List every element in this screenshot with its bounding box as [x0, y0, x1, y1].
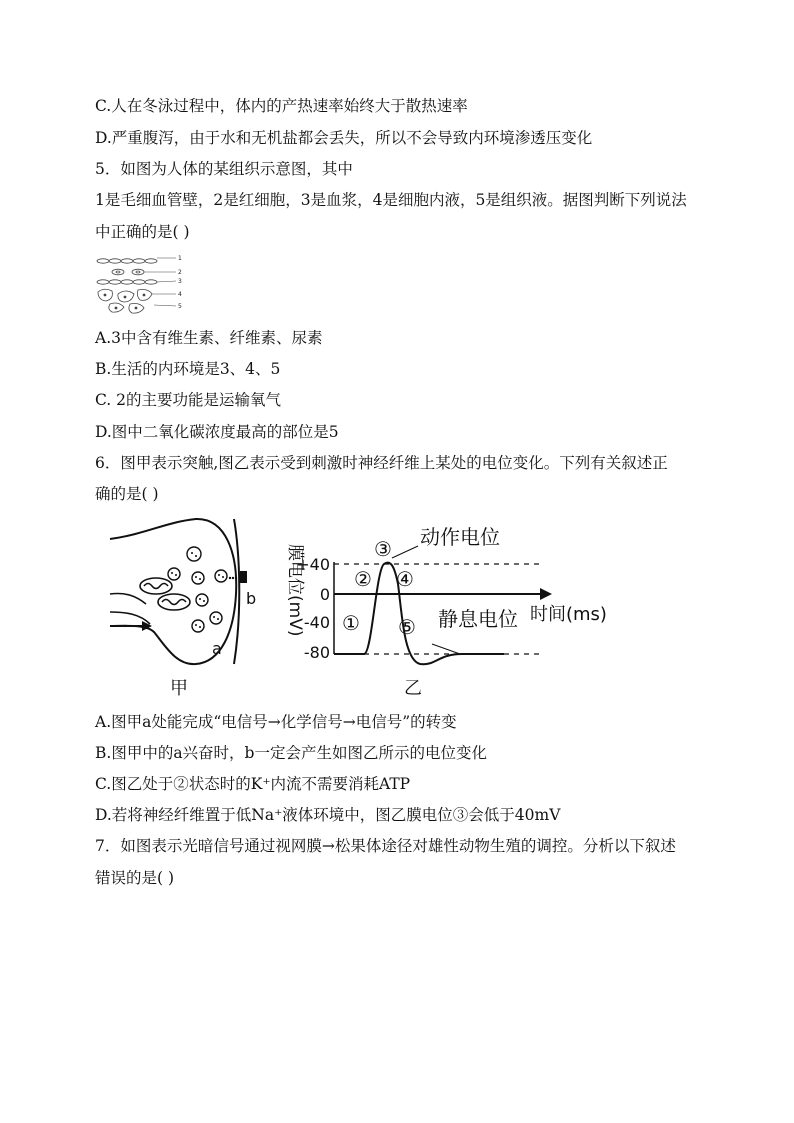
tick-0: 0: [319, 585, 330, 604]
option-6c: C.图乙处于②状态时的K⁺内流不需要消耗ATP: [95, 775, 411, 793]
option-5c-prev: C.人在冬泳过程中，体内的产热速率始终大于散热速率: [95, 97, 468, 115]
label-resting-potential: 静息电位: [438, 607, 518, 631]
red-blood-cells: [112, 269, 144, 275]
tick-plus40: +40: [296, 555, 330, 574]
stage-2: ②: [354, 567, 372, 591]
label-action-potential: 动作电位: [420, 525, 500, 549]
label-a: a: [212, 639, 222, 658]
option-6a: A.图甲a处能完成“电信号→化学信号→电信号”的转变: [95, 713, 457, 731]
question-7-stem: 7．如图表示光暗信号通过视网膜→松果体途径对雄性动物生殖的调控。分析以下叙述: [95, 837, 676, 855]
label-b: b: [246, 589, 257, 608]
action-potential-chart: [272, 514, 612, 699]
stage-5: ⑤: [398, 615, 416, 639]
x-axis-label: 时间(ms): [530, 604, 607, 625]
tick-minus80: -80: [303, 643, 330, 662]
question-5-stem-2: 1是毛细血管壁，2是红细胞，3是血浆，4是细胞内液，5是组织液。据图判断下列说法: [95, 191, 687, 209]
capillary-wall-bottom: [97, 280, 157, 284]
question-5-stem: 5．如图为人体的某组织示意图，其中: [95, 160, 353, 178]
capillary-wall-top: [97, 259, 157, 263]
tissue-label-5: 5: [178, 303, 182, 310]
tissue-cells: [98, 289, 152, 313]
option-6d: D.若将神经纤维置于低Na⁺液体环境中，图乙膜电位③会低于40mV: [95, 806, 561, 824]
synapse-diagram: [106, 514, 276, 699]
question-5-stem-3: 中正确的是( ): [95, 223, 190, 241]
tissue-label-4: 4: [178, 291, 182, 298]
tick-minus40: -40: [303, 613, 330, 632]
option-6b: B.图甲中的a兴奋时，b一定会产生如图乙所示的电位变化: [95, 744, 487, 762]
question-6-stem-2: 确的是( ): [95, 485, 159, 503]
option-5b: B.生活的内环境是3、4、5: [95, 360, 281, 378]
tissue-label-2: 2: [178, 269, 182, 276]
receptor-b: [240, 571, 247, 583]
option-5d: D.图中二氧化碳浓度最高的部位是5: [95, 423, 339, 441]
question-6-stem: 6．图甲表示突触,图乙表示受到刺激时神经纤维上某处的电位变化。下列有关叙述正: [95, 454, 668, 472]
question-7-stem-2: 错误的是( ): [95, 869, 175, 887]
stage-4: ④: [396, 567, 414, 591]
mitochondria: [140, 578, 190, 610]
stage-1: ①: [342, 611, 360, 635]
caption-yi: 乙: [404, 678, 422, 699]
stage-3: ③: [374, 537, 392, 561]
caption-jia: 甲: [170, 678, 188, 699]
tissue-label-3: 3: [178, 278, 182, 285]
signal-arrow: [110, 621, 152, 631]
tissue-diagram: [96, 252, 188, 314]
option-5a: A.3中含有维生素、纤维素、尿素: [95, 329, 323, 347]
option-5d-prev: D.严重腹泻，由于水和无机盐都会丢失，所以不会导致内环境渗透压变化: [95, 129, 593, 147]
tissue-label-1: 1: [178, 255, 182, 262]
y-axis-label: 膜电位(mV): [285, 544, 305, 637]
option-5c: C. 2的主要功能是运输氧气: [95, 391, 282, 409]
